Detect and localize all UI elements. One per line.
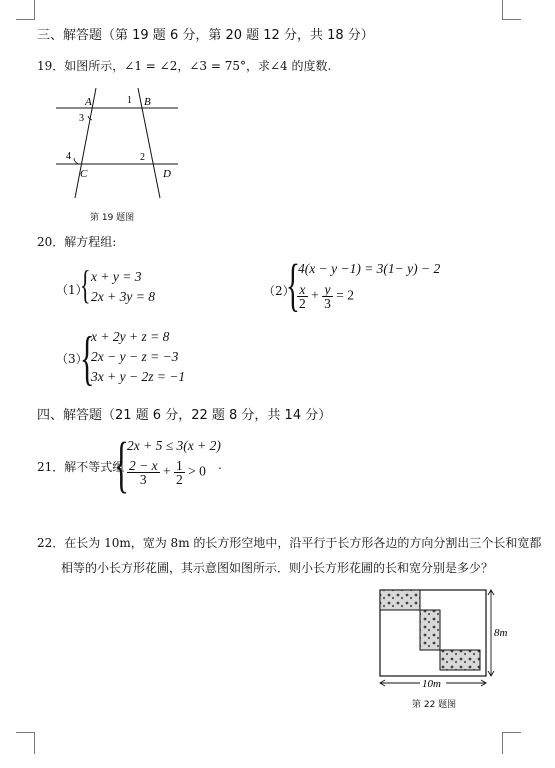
label-D: D [163, 168, 171, 180]
operator: + [162, 463, 171, 479]
label-angle-4: 4 [66, 151, 71, 162]
label-angle-2: 2 [140, 152, 145, 163]
question-19 [37, 57, 331, 74]
relation: > 0 [188, 463, 206, 479]
question-number: 20． [37, 235, 65, 249]
question-text: 解不等式组 [64, 460, 125, 474]
inequality: 2x + 5 ≤ 3(x + 2) [127, 438, 221, 453]
crop-mark [502, 0, 503, 20]
numerator: x [297, 283, 308, 297]
figure-caption: 第 19 题图 [90, 213, 135, 223]
equation: x + y = 3 [91, 269, 142, 284]
crop-mark [16, 732, 35, 733]
brace-icon: { [80, 262, 91, 307]
label-A: A [85, 96, 92, 108]
angle-4-arc [74, 158, 79, 164]
label-C: C [80, 168, 88, 180]
part-label: （1） [56, 283, 88, 297]
question-22 [37, 534, 541, 551]
part-label: （2） [263, 284, 295, 298]
height-label: 8m [494, 627, 508, 639]
question-20 [37, 233, 116, 250]
question-21 [37, 458, 124, 475]
rhs: = 2 [336, 287, 354, 303]
brace-icon: { [80, 325, 95, 391]
numerator: 2 − x [129, 458, 158, 473]
label-angle-3: 3 [79, 113, 84, 124]
flower-bed-middle [420, 610, 440, 650]
inequality-fractions [127, 459, 206, 486]
question-text: 在长为 10m，宽为 8m 的长方形空地中，沿平行于长方形各边的方向分割出三个长和宽都 [64, 536, 542, 550]
denominator: 2 [299, 296, 306, 311]
equation: 2x + 3y = 8 [91, 289, 155, 304]
period: . [218, 458, 222, 472]
crop-mark [16, 19, 35, 20]
brace-icon: { [114, 431, 129, 499]
question-number: 21． [37, 460, 65, 474]
section-heading: 四、解答题（21 题 6 分，22 题 8 分，共 14 分） [37, 408, 332, 423]
equation: 4(x − y −1) = 3(1− y) − 2 [298, 261, 441, 276]
crop-mark [34, 0, 35, 20]
figure-caption: 第 22 题图 [412, 700, 457, 710]
question-text-line2: 相等的小长方形花圃，其示意图如图所示．则小长方形花圃的长和宽分别是多少？ [61, 561, 494, 575]
q22-figure [368, 584, 508, 692]
label-angle-1: 1 [127, 95, 132, 106]
equation-fractions [297, 283, 354, 310]
question-number: 19． [37, 59, 65, 73]
numerator: y [322, 283, 333, 297]
crop-mark [502, 732, 503, 754]
denominator: 3 [139, 472, 147, 487]
question-text: 解方程组: [64, 235, 117, 249]
equation: 2x − y − z = −3 [91, 349, 179, 364]
question-text: 如图所示，∠1 = ∠2，∠3 = 75°，求∠4 的度数. [64, 59, 332, 73]
crop-mark [502, 19, 521, 20]
label-B: B [144, 96, 151, 108]
equation: 3x + y − 2z = −1 [91, 369, 186, 384]
question-number: 22． [37, 536, 65, 550]
numerator: 1 [175, 458, 183, 473]
denominator: 2 [175, 472, 183, 487]
q19-figure [52, 86, 187, 204]
denominator: 3 [324, 296, 331, 311]
part-label: （3） [56, 352, 88, 366]
equation: x + 2y + z = 8 [91, 329, 170, 344]
flower-bed-top [380, 590, 420, 610]
brace-icon: { [286, 252, 300, 317]
section-heading: 三、解答题（第 19 题 6 分，第 20 题 12 分，共 18 分） [37, 28, 374, 43]
flower-bed-bottom [440, 650, 480, 670]
crop-mark [34, 732, 35, 754]
width-label: 10m [422, 678, 441, 690]
operator: + [311, 287, 319, 303]
crop-mark [502, 732, 521, 733]
